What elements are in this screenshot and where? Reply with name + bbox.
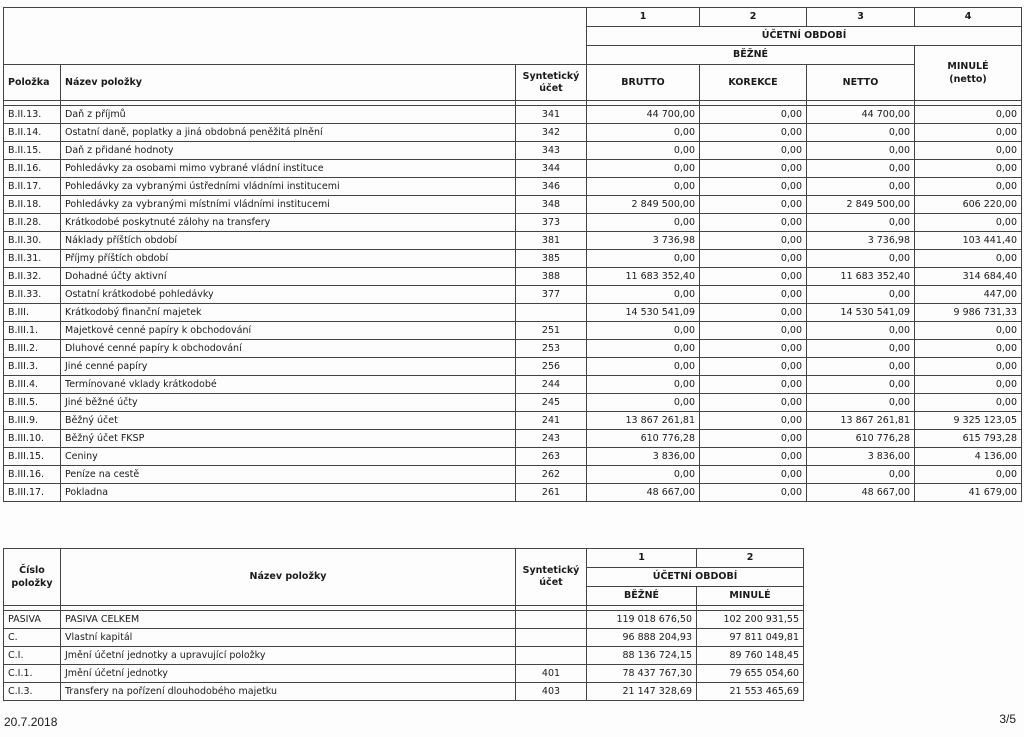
- row-account: 251: [516, 322, 587, 340]
- table-row: [4, 160, 1022, 178]
- item-header: Položka: [4, 65, 61, 101]
- row-item-code: B.III.16.: [4, 466, 61, 484]
- row-prior: 606 220,00: [915, 196, 1022, 214]
- row-netto: 48 667,00: [807, 484, 915, 502]
- table-row: [4, 214, 1022, 232]
- row-netto: 0,00: [807, 178, 915, 196]
- row-prior: 0,00: [915, 160, 1022, 178]
- row-prior: 615 793,28: [915, 430, 1022, 448]
- table-row: [4, 358, 1022, 376]
- row-item-code: B.III.4.: [4, 376, 61, 394]
- row-item-name: Dohadné účty aktivní: [61, 268, 516, 286]
- row-account: 245: [516, 394, 587, 412]
- row-korekce: 0,00: [700, 106, 807, 124]
- row-netto: 610 776,28: [807, 430, 915, 448]
- row-korekce: 0,00: [700, 214, 807, 232]
- row-item-name: Ceniny: [61, 448, 516, 466]
- row-brutto: 0,00: [587, 124, 700, 142]
- row-prior: 21 553 465,69: [697, 683, 804, 701]
- row-item-code: B.II.13.: [4, 106, 61, 124]
- col-number-1: 1: [587, 8, 700, 27]
- name-header-2: Název položky: [61, 549, 516, 606]
- row-prior: 97 811 049,81: [697, 629, 804, 647]
- row-account: [516, 611, 587, 629]
- row-account: 342: [516, 124, 587, 142]
- row-item-name: Krátkodobý finanční majetek: [61, 304, 516, 322]
- row-item-code: B.II.32.: [4, 268, 61, 286]
- row-prior: 0,00: [915, 214, 1022, 232]
- row-item-name: Pohledávky za osobami mimo vybrané vládní instituce: [61, 160, 516, 178]
- row-account: 262: [516, 466, 587, 484]
- table-row: [4, 647, 804, 665]
- row-item-code: B.II.33.: [4, 286, 61, 304]
- row-account: 385: [516, 250, 587, 268]
- col-number-2: 2: [700, 8, 807, 27]
- row-item-name: Jiné běžné účty: [61, 394, 516, 412]
- row-item-name: Jmění účetní jednotky a upravující položky: [61, 647, 516, 665]
- row-korekce: 0,00: [700, 250, 807, 268]
- table-row: [4, 430, 1022, 448]
- row-korekce: 0,00: [700, 484, 807, 502]
- row-item-name: Ostatní krátkodobé pohledávky: [61, 286, 516, 304]
- row-item-name: PASIVA CELKEM: [61, 611, 516, 629]
- row-netto: 0,00: [807, 142, 915, 160]
- row-current: 88 136 724,15: [587, 647, 697, 665]
- row-korekce: 0,00: [700, 322, 807, 340]
- row-account: 403: [516, 683, 587, 701]
- row-netto: 0,00: [807, 466, 915, 484]
- row-current: 78 437 767,30: [587, 665, 697, 683]
- row-netto: 44 700,00: [807, 106, 915, 124]
- netto-header: NETTO: [807, 65, 915, 101]
- current-header: BĚŽNÉ: [587, 46, 915, 65]
- row-korekce: 0,00: [700, 448, 807, 466]
- row-brutto: 13 867 261,81: [587, 412, 700, 430]
- row-netto: 0,00: [807, 358, 915, 376]
- row-account: 388: [516, 268, 587, 286]
- row-prior: 0,00: [915, 340, 1022, 358]
- row-account: 263: [516, 448, 587, 466]
- row-prior: 0,00: [915, 358, 1022, 376]
- period-header: ÚČETNÍ OBDOBÍ: [587, 27, 1022, 46]
- row-prior: 89 760 148,45: [697, 647, 804, 665]
- row-account: 243: [516, 430, 587, 448]
- row-prior: 0,00: [915, 322, 1022, 340]
- page-number: 3/5: [999, 712, 1016, 726]
- row-item-code: B.II.14.: [4, 124, 61, 142]
- row-korekce: 0,00: [700, 178, 807, 196]
- row-item-code: C.: [4, 629, 61, 647]
- row-item-name: Pohledávky za vybranými ústředními vládními institucemi: [61, 178, 516, 196]
- table-row: [4, 304, 1022, 322]
- table-row: [4, 196, 1022, 214]
- row-netto: 3 836,00: [807, 448, 915, 466]
- row-korekce: 0,00: [700, 286, 807, 304]
- row-korekce: 0,00: [700, 340, 807, 358]
- row-account: 346: [516, 178, 587, 196]
- row-item-name: Příjmy příštích období: [61, 250, 516, 268]
- row-item-name: Ostatní daně, poplatky a jiná obdobná peněžitá plnění: [61, 124, 516, 142]
- row-item-code: PASIVA: [4, 611, 61, 629]
- row-item-code: C.I.3.: [4, 683, 61, 701]
- row-brutto: 0,00: [587, 214, 700, 232]
- row-brutto: 0,00: [587, 142, 700, 160]
- table-row: [4, 683, 804, 701]
- row-netto: 0,00: [807, 286, 915, 304]
- row-brutto: 44 700,00: [587, 106, 700, 124]
- row-brutto: 0,00: [587, 376, 700, 394]
- row-korekce: 0,00: [700, 376, 807, 394]
- footer-date: 20.7.2018: [4, 715, 58, 729]
- row-prior: 0,00: [915, 142, 1022, 160]
- row-account: 377: [516, 286, 587, 304]
- row-netto: 0,00: [807, 214, 915, 232]
- row-netto: 0,00: [807, 124, 915, 142]
- row-netto: 0,00: [807, 322, 915, 340]
- row-item-code: B.III.17.: [4, 484, 61, 502]
- row-item-code: C.I.1.: [4, 665, 61, 683]
- row-item-code: C.I.: [4, 647, 61, 665]
- row-prior: 102 200 931,55: [697, 611, 804, 629]
- row-korekce: 0,00: [700, 304, 807, 322]
- row-brutto: 0,00: [587, 340, 700, 358]
- row-brutto: 11 683 352,40: [587, 268, 700, 286]
- table-row: [4, 611, 804, 629]
- row-item-code: B.III.15.: [4, 448, 61, 466]
- row-korekce: 0,00: [700, 160, 807, 178]
- table-row: [4, 376, 1022, 394]
- row-brutto: 0,00: [587, 178, 700, 196]
- table-row: [4, 286, 1022, 304]
- row-netto: 0,00: [807, 160, 915, 178]
- table-row: [4, 268, 1022, 286]
- row-account: [516, 304, 587, 322]
- col-number-4: 4: [915, 8, 1022, 27]
- row-prior: 314 684,40: [915, 268, 1022, 286]
- blank-header-area: [4, 8, 587, 65]
- row-item-code: B.II.30.: [4, 232, 61, 250]
- row-brutto: 0,00: [587, 322, 700, 340]
- row-item-code: B.III.9.: [4, 412, 61, 430]
- row-korekce: 0,00: [700, 466, 807, 484]
- prior-header-2: MINULÉ: [697, 587, 804, 606]
- row-item-code: B.III.3.: [4, 358, 61, 376]
- row-item-code: B.II.31.: [4, 250, 61, 268]
- table-row: [4, 106, 1022, 124]
- row-item-name: Pokladna: [61, 484, 516, 502]
- row-account: 256: [516, 358, 587, 376]
- row-item-name: Daň z příjmů: [61, 106, 516, 124]
- row-account: 244: [516, 376, 587, 394]
- row-netto: 13 867 261,81: [807, 412, 915, 430]
- row-item-name: Daň z přidané hodnoty: [61, 142, 516, 160]
- row-brutto: 3 836,00: [587, 448, 700, 466]
- row-prior: 9 325 123,05: [915, 412, 1022, 430]
- period-header-2: ÚČETNÍ OBDOBÍ: [587, 568, 804, 587]
- table-row: [4, 466, 1022, 484]
- row-netto: 14 530 541,09: [807, 304, 915, 322]
- table-row: [4, 250, 1022, 268]
- row-account: 344: [516, 160, 587, 178]
- row-item-code: B.II.16.: [4, 160, 61, 178]
- row-prior: 0,00: [915, 466, 1022, 484]
- row-brutto: 610 776,28: [587, 430, 700, 448]
- row-item-name: Peníze na cestě: [61, 466, 516, 484]
- table-row: [4, 665, 804, 683]
- row-prior: 447,00: [915, 286, 1022, 304]
- row-current: 96 888 204,93: [587, 629, 697, 647]
- row-korekce: 0,00: [700, 232, 807, 250]
- row-prior: 0,00: [915, 106, 1022, 124]
- row-item-code: B.III.1.: [4, 322, 61, 340]
- current-header-2: BĚŽNÉ: [587, 587, 697, 606]
- name-header: Název položky: [61, 65, 516, 101]
- row-brutto: 0,00: [587, 358, 700, 376]
- row-item-code: B.III.10.: [4, 430, 61, 448]
- row-korekce: 0,00: [700, 358, 807, 376]
- row-account: [516, 629, 587, 647]
- row-account: 401: [516, 665, 587, 683]
- row-account: 348: [516, 196, 587, 214]
- row-item-name: Krátkodobé poskytnuté zálohy na transfery: [61, 214, 516, 232]
- row-account: 341: [516, 106, 587, 124]
- row-korekce: 0,00: [700, 124, 807, 142]
- table-row: [4, 178, 1022, 196]
- row-brutto: 0,00: [587, 466, 700, 484]
- row-account: 373: [516, 214, 587, 232]
- row-korekce: 0,00: [700, 268, 807, 286]
- row-item-name: Pohledávky za vybranými místními vládními institucemi: [61, 196, 516, 214]
- row-prior: 0,00: [915, 250, 1022, 268]
- row-account: 261: [516, 484, 587, 502]
- row-current: 21 147 328,69: [587, 683, 697, 701]
- col-number-3: 3: [807, 8, 915, 27]
- table-row: [4, 124, 1022, 142]
- row-item-name: Transfery na pořízení dlouhodobého majetku: [61, 683, 516, 701]
- row-item-code: B.III.: [4, 304, 61, 322]
- row-current: 119 018 676,50: [587, 611, 697, 629]
- table-row: [4, 340, 1022, 358]
- row-account: 253: [516, 340, 587, 358]
- row-prior: 41 679,00: [915, 484, 1022, 502]
- row-netto: 0,00: [807, 340, 915, 358]
- row-item-name: Náklady příštích období: [61, 232, 516, 250]
- item-number-header: Číslo položky: [4, 549, 61, 606]
- row-netto: 0,00: [807, 250, 915, 268]
- table-row: [4, 448, 1022, 466]
- table-row: [4, 142, 1022, 160]
- row-korekce: 0,00: [700, 394, 807, 412]
- row-prior: 0,00: [915, 394, 1022, 412]
- row-item-code: B.III.5.: [4, 394, 61, 412]
- account-header: Syntetický účet: [516, 65, 587, 101]
- row-brutto: 2 849 500,00: [587, 196, 700, 214]
- row-korekce: 0,00: [700, 430, 807, 448]
- row-prior: 0,00: [915, 178, 1022, 196]
- row-item-code: B.II.17.: [4, 178, 61, 196]
- account-header-2: Syntetický účet: [516, 549, 587, 606]
- row-brutto: 0,00: [587, 250, 700, 268]
- row-brutto: 48 667,00: [587, 484, 700, 502]
- row-korekce: 0,00: [700, 142, 807, 160]
- assets-table: [3, 7, 1022, 502]
- row-brutto: 3 736,98: [587, 232, 700, 250]
- row-item-name: Jiné cenné papíry: [61, 358, 516, 376]
- row-item-name: Termínované vklady krátkodobé: [61, 376, 516, 394]
- row-netto: 0,00: [807, 394, 915, 412]
- liabilities-table: [3, 548, 804, 701]
- row-item-code: B.II.28.: [4, 214, 61, 232]
- table-row: [4, 232, 1022, 250]
- row-prior: 0,00: [915, 376, 1022, 394]
- row-item-name: Dluhové cenné papíry k obchodování: [61, 340, 516, 358]
- row-korekce: 0,00: [700, 412, 807, 430]
- table-row: [4, 484, 1022, 502]
- row-item-name: Vlastní kapitál: [61, 629, 516, 647]
- col-number-1b: 1: [587, 549, 697, 568]
- row-korekce: 0,00: [700, 196, 807, 214]
- brutto-header: BRUTTO: [587, 65, 700, 101]
- col-number-2b: 2: [697, 549, 804, 568]
- prior-netto-header: MINULÉ (netto): [915, 46, 1022, 101]
- row-item-name: Běžný účet: [61, 412, 516, 430]
- row-item-code: B.II.15.: [4, 142, 61, 160]
- row-brutto: 0,00: [587, 286, 700, 304]
- row-account: [516, 647, 587, 665]
- table-row: [4, 394, 1022, 412]
- row-netto: 11 683 352,40: [807, 268, 915, 286]
- row-item-code: B.II.18.: [4, 196, 61, 214]
- table-row: [4, 322, 1022, 340]
- row-account: 381: [516, 232, 587, 250]
- row-item-name: Běžný účet FKSP: [61, 430, 516, 448]
- row-prior: 103 441,40: [915, 232, 1022, 250]
- row-prior: 4 136,00: [915, 448, 1022, 466]
- table-row: [4, 412, 1022, 430]
- row-brutto: 0,00: [587, 160, 700, 178]
- row-prior: 0,00: [915, 124, 1022, 142]
- korekce-header: KOREKCE: [700, 65, 807, 101]
- row-netto: 2 849 500,00: [807, 196, 915, 214]
- row-account: 343: [516, 142, 587, 160]
- row-item-code: B.III.2.: [4, 340, 61, 358]
- row-netto: 0,00: [807, 376, 915, 394]
- row-brutto: 14 530 541,09: [587, 304, 700, 322]
- row-item-name: Majetkové cenné papíry k obchodování: [61, 322, 516, 340]
- row-account: 241: [516, 412, 587, 430]
- row-brutto: 0,00: [587, 394, 700, 412]
- row-prior: 79 655 054,60: [697, 665, 804, 683]
- row-prior: 9 986 731,33: [915, 304, 1022, 322]
- row-item-name: Jmění účetní jednotky: [61, 665, 516, 683]
- table-row: [4, 629, 804, 647]
- row-netto: 3 736,98: [807, 232, 915, 250]
